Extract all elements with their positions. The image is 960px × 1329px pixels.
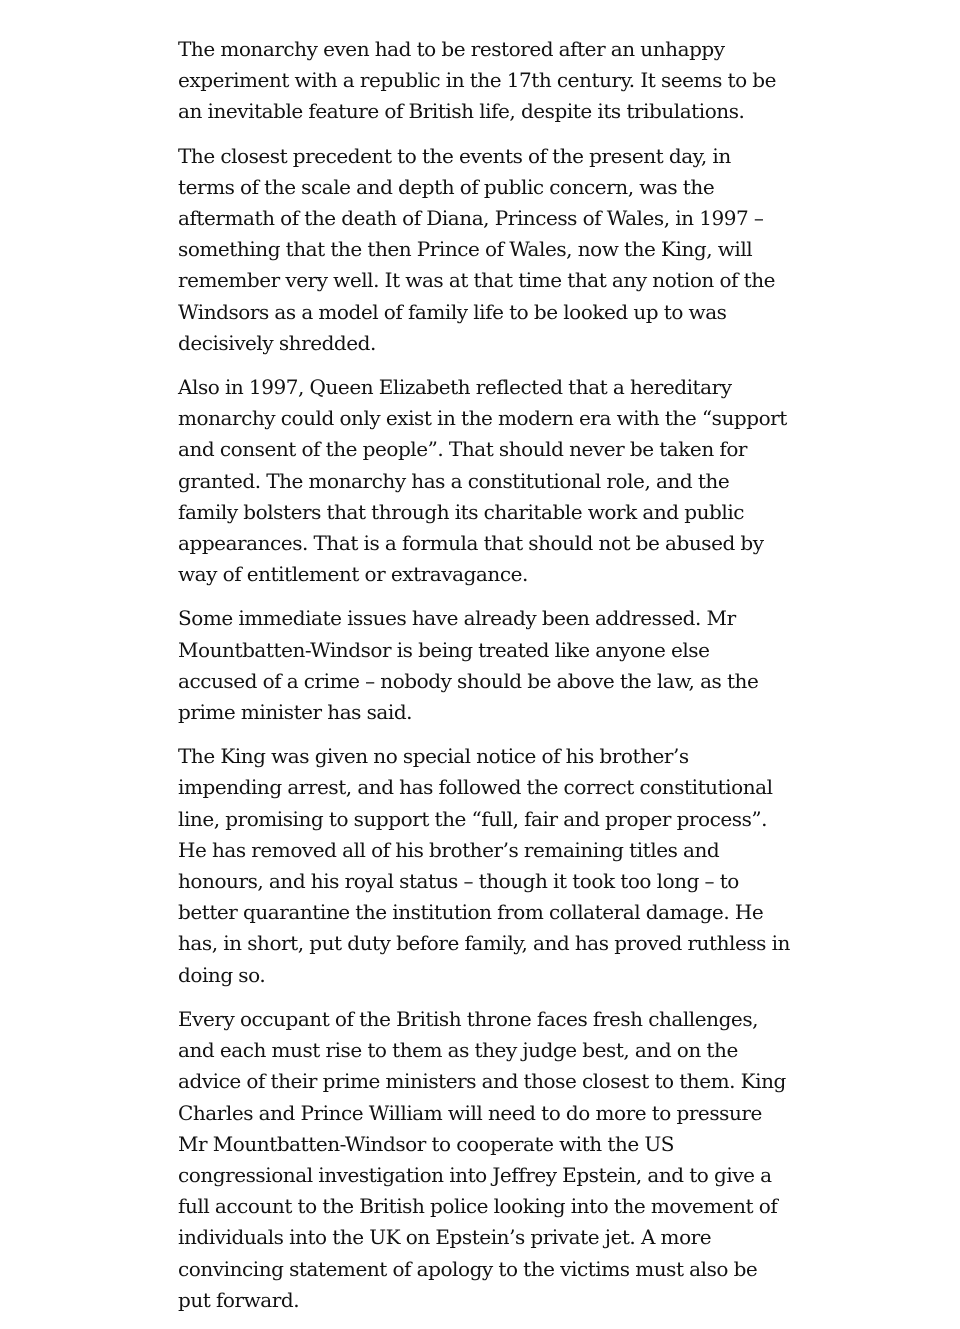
article-paragraph-5: The King was given no special notice of his brother’s impending arrest, and has followed the correct constitutional line, promising to support the “full, fair and proper process”. He has removed all of his brother’s remaining titles and honours, and his royal status – though it took too long – to better quarantine the institution from collateral damage. He has, in short, put duty before family, and has proved ruthless in doing so. <box>178 744 790 987</box>
article-body <box>178 34 790 1329</box>
article-paragraph-3: Also in 1997, Queen Elizabeth reflected that a hereditary monarchy could only exist in the modern era with the “support and consent of the people”. That should never be taken for granted. The monarchy has a constitutional role, and the family bolsters that through its charitable work and public appearances. That is a formula that should not be abused by way of entitlement or extravagance. <box>178 375 787 587</box>
article-paragraph-6: Every occupant of the British throne faces fresh challenges, and each must rise to them as they judge best, and on the advice of their prime ministers and those closest to them. King Charles and Prince William will need to do more to pressure Mr Mountbatten-Windsor to cooperate with the US congressional investigation into Jeffrey Epstein, and to give a full account to the British police looking into the movement of individuals into the UK on Epstein’s private jet. A more convincing statement of apology to the victims must also be put forward. <box>178 1006 786 1312</box>
article-paragraph-2: The closest precedent to the events of the present day, in terms of the scale and depth of public concern, was the aftermath of the death of Diana, Princess of Wales, in 1997 – something that the then Prince of Wales, now the King, will remember very well. It was at that time that any notion of the Windsors as a model of family life to be looked up to was decisively shredded. <box>178 143 776 355</box>
article-paragraph-4: Some immediate issues have already been addressed. Mr Mountbatten-Windsor is being treated like anyone else accused of a crime – nobody should be above the law, as the prime minister has said. <box>178 606 759 725</box>
article-paragraph-1: The monarchy even had to be restored after an unhappy experiment with a republic in the 17th century. It seems to be an inevitable feature of British life, despite its tribulations. <box>178 37 777 124</box>
